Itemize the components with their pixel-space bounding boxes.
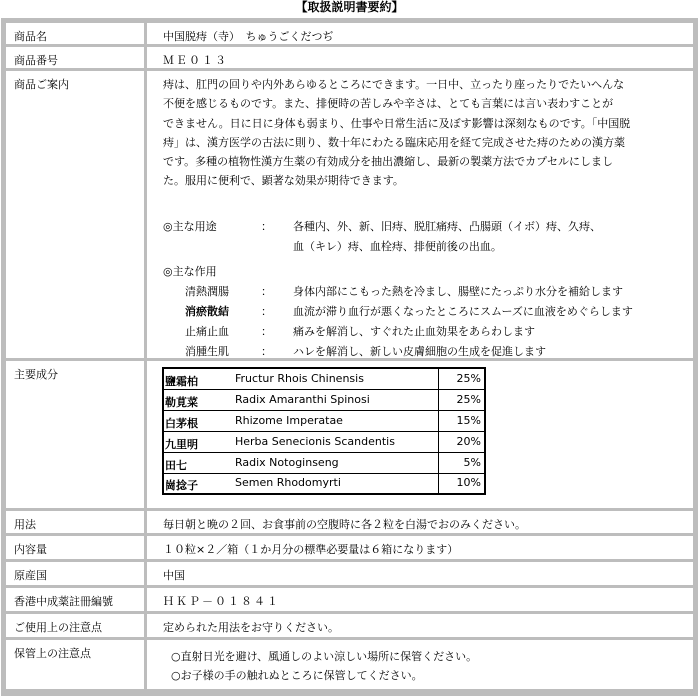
actions-heading: ◎主な作用 bbox=[163, 265, 217, 278]
action-desc: ハレを解消し、新しい皮膚細胞の生成を促進します bbox=[293, 345, 546, 358]
action-colon: ： bbox=[261, 325, 272, 338]
uses-line: 各種内、外、新、旧痔、脱肛痛痔、凸腸頭（イボ）痔、久痔、 bbox=[293, 220, 601, 233]
value-origin: 中国 bbox=[147, 562, 693, 585]
ingredient-kanji: 白茅根 bbox=[163, 410, 233, 431]
action-term: 清熱潤腸 bbox=[185, 285, 229, 298]
uses-colon: ： bbox=[261, 220, 272, 233]
action-colon: ： bbox=[261, 305, 272, 318]
intro-line: 不便を感じるものです。また、排便時の苦しみや辛さは、とても言葉には言い表わすことが bbox=[163, 97, 614, 111]
storage-line: ○直射日光を避け、風通しのよい涼しい場所に保管ください。 bbox=[171, 650, 478, 663]
ingredient-latin: Semen Rhodomyrti bbox=[233, 473, 438, 494]
intro-line: です。多種の植物性漢方生薬の有効成分を抽出濃縮し、最新の製薬方法でカプセルにしまし bbox=[163, 155, 614, 169]
value-caution: 定められた用法をお守りください。 bbox=[147, 614, 693, 637]
label-product-code: 商品番号 bbox=[6, 47, 144, 68]
value-ingredients bbox=[147, 361, 693, 508]
ingredient-latin: Rhizome Imperatae bbox=[233, 410, 438, 431]
value-product-code: ＭＥ０１３ bbox=[147, 47, 693, 68]
ingredients-table bbox=[162, 367, 486, 495]
action-term: 消瘀散結 bbox=[185, 305, 229, 318]
action-desc: 身体内部にこもった熱を冷まし、腸壁にたっぷり水分を補給します bbox=[293, 285, 623, 298]
label-origin: 原産国 bbox=[6, 562, 144, 585]
document-title: 【取扱説明書要約】 bbox=[295, 0, 404, 14]
label-registration: 香港中成薬註冊編號 bbox=[6, 588, 144, 611]
label-usage: 用法 bbox=[6, 511, 144, 533]
action-desc: 血流が滞り血行が悪くなったところにスムーズに血液をめぐらします bbox=[293, 305, 633, 318]
action-colon: ： bbox=[261, 285, 272, 298]
value-usage: 毎日朝と晩の２回、お食事前の空腹時に各２粒を白湯でおのみください。 bbox=[147, 511, 693, 533]
ingredient-row bbox=[163, 452, 485, 473]
label-volume: 内容量 bbox=[6, 536, 144, 559]
ingredient-percent: 25% bbox=[438, 389, 485, 410]
value-product-name: 中国脱痔（寺） ちゅうごくだつぢ bbox=[147, 23, 693, 44]
label-product-intro: 商品ご案内 bbox=[6, 71, 144, 358]
label-ingredients: 主要成分 bbox=[6, 361, 144, 508]
value-registration: ＨＫＰ－０１８４１ bbox=[147, 588, 693, 611]
spec-table bbox=[1, 18, 698, 696]
ingredient-kanji: 勒莧菜 bbox=[163, 389, 233, 410]
ingredient-row bbox=[163, 410, 485, 431]
action-colon: ： bbox=[261, 345, 272, 358]
label-caution: ご使用上の注意点 bbox=[6, 614, 144, 637]
action-desc: 痛みを解消し、すぐれた止血効果をあらわします bbox=[293, 325, 535, 338]
intro-paragraph bbox=[163, 75, 683, 191]
intro-line: 痔は、肛門の回りや内外あらゆるところにできます。一日中、立ったり座ったりでたいへんな bbox=[163, 78, 625, 91]
ingredient-kanji: 鹽霜柏 bbox=[163, 368, 233, 389]
intro-line: できません。日に日に身体も弱まり、仕事や日常生活に及ぼす影響は深刻なものです。「中国脱 bbox=[163, 116, 631, 130]
ingredient-row bbox=[163, 473, 485, 494]
ingredient-kanji: 九里明 bbox=[163, 431, 233, 452]
ingredient-row bbox=[163, 389, 485, 410]
ingredient-latin: Radix Notoginseng bbox=[233, 452, 438, 473]
ingredient-row bbox=[163, 431, 485, 452]
value-storage bbox=[147, 640, 693, 689]
ingredient-latin: Herba Senecionis Scandentis bbox=[233, 431, 438, 452]
label-product-name: 商品名 bbox=[6, 23, 144, 44]
action-term: 止痛止血 bbox=[185, 325, 229, 338]
intro-line: た。服用に便利で、顕著な効果が期待できます。 bbox=[163, 174, 404, 188]
value-volume: １０粒×２／箱（１か月分の標準必要量は６箱になります） bbox=[147, 536, 693, 559]
intro-line: 痔」は、漢方医学の古法に則り、数十年にわたる臨床応用を経て完成させた痔のための漢方薬 bbox=[163, 135, 625, 149]
uses-line: 血（キレ）痔、血栓痔、排便前後の出血。 bbox=[293, 240, 502, 253]
value-product-intro bbox=[147, 71, 693, 358]
ingredient-percent: 20% bbox=[438, 431, 485, 452]
ingredient-kanji: 崗捻子 bbox=[163, 473, 233, 494]
ingredient-percent: 10% bbox=[438, 473, 485, 494]
ingredient-row bbox=[163, 368, 485, 389]
ingredient-latin: Radix Amaranthi Spinosi bbox=[233, 389, 438, 410]
storage-line: ○お子様の手の触れぬところに保管してください。 bbox=[171, 669, 423, 682]
action-term: 消腫生肌 bbox=[185, 345, 229, 358]
ingredient-percent: 5% bbox=[438, 452, 485, 473]
label-storage: 保管上の注意点 bbox=[6, 640, 144, 689]
ingredient-percent: 25% bbox=[438, 368, 485, 389]
uses-heading: ◎主な用途 bbox=[163, 220, 217, 233]
ingredient-kanji: 田七 bbox=[163, 452, 233, 473]
ingredient-percent: 15% bbox=[438, 410, 485, 431]
ingredient-latin: Fructur Rhois Chinensis bbox=[233, 368, 438, 389]
